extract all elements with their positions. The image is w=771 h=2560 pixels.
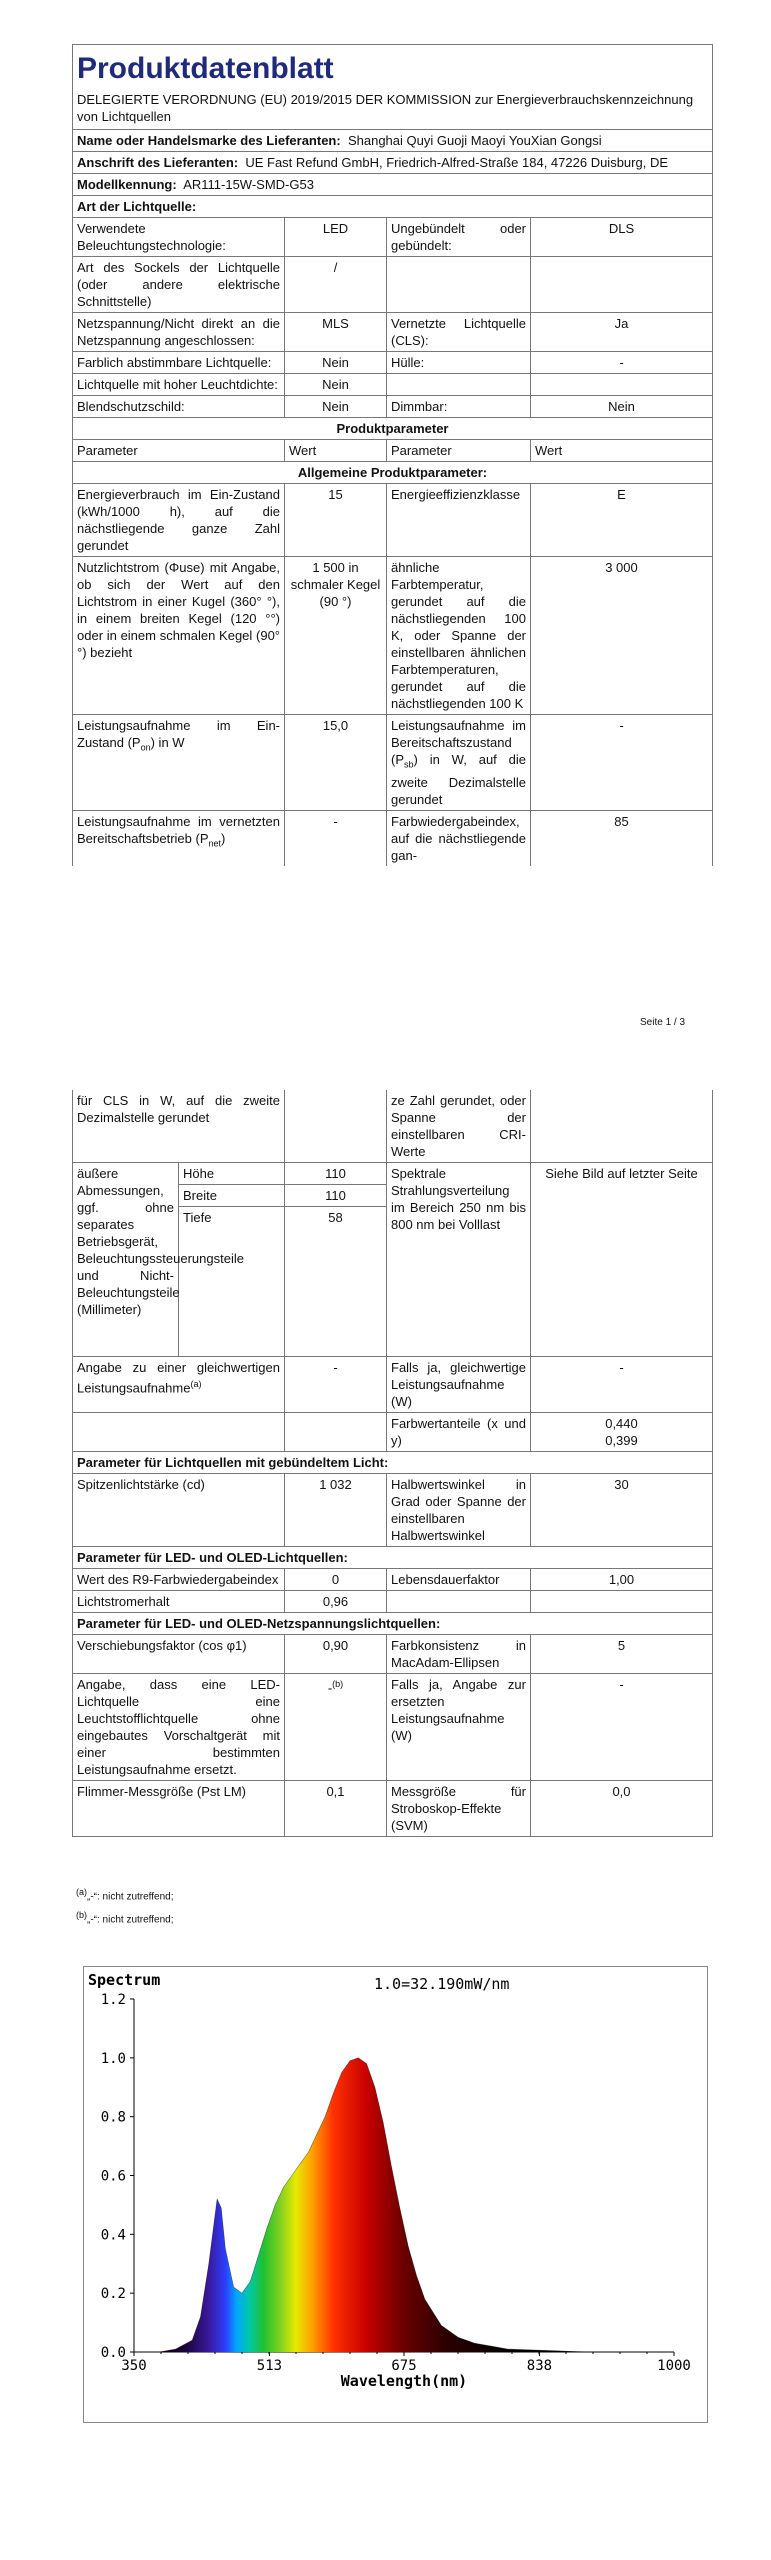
high-luminance-value: Nein [285, 374, 387, 396]
pnet-value: - [285, 810, 387, 866]
x-tick-label: 513 [256, 2358, 283, 2374]
dimmable-label: Dimmbar: [387, 396, 531, 418]
tech-label: Verwendete Beleuchtungstechnologie: [73, 218, 285, 257]
cct-label: ähnliche Farbtemperatur, gerundet auf die nächstliegenden 100 K, oder Spanne der einstellbaren ähnlichen Farbtemperaturen, gerundet auf die nächstliegenden 100 K [387, 557, 531, 715]
pnet-label-cont: für CLS in W, auf die zweite Dezimalstelle gerundet [73, 1090, 285, 1163]
footnotes [76, 1883, 174, 1930]
height-label: Höhe [179, 1163, 285, 1185]
mains-params-heading: Parameter für LED- und OLED-Netzspannungslichtquellen: [73, 1613, 713, 1635]
dimmable-value: Nein [531, 396, 713, 418]
width-value: 110 [285, 1185, 387, 1207]
supplier-name: Shanghai Quyi Guoji Maoyi YouXian Gongsi [347, 133, 602, 148]
spectrum-chart [83, 1966, 708, 2423]
high-luminance-label: Lichtquelle mit hoher Leuchtdichte: [73, 374, 285, 396]
envelope-label: Hülle: [387, 352, 531, 374]
r9-value: 0 [285, 1569, 387, 1591]
survival-factor-label: Lebensdauerfaktor [387, 1569, 531, 1591]
spectrum-svg [84, 1967, 707, 2422]
psb-label: Leistungsaufnahme im Bereitschaftszustand $(P_{sb})$ in W, auf die zweite Dezimalstelle gerundet [387, 715, 531, 811]
chromaticity-label: Farbwertanteile (x und y) [387, 1413, 531, 1452]
beam-angle-value: 30 [531, 1474, 713, 1547]
energy-value: 15 [285, 484, 387, 557]
socket-value: / [285, 257, 387, 313]
socket-label: Art des Sockels der Lichtquelle (oder andere elektrische Schnittstelle) [73, 257, 285, 313]
svm-label: Messgröße für Stroboskop-Effekte (SVM) [387, 1781, 531, 1837]
x-tick-label: 838 [526, 2358, 553, 2374]
cri-value: 85 [531, 810, 713, 866]
envelope-value: - [531, 352, 713, 374]
replaced-power-label: Falls ja, Angabe zur ersetzten Leistungsaufnahme (W) [387, 1674, 531, 1781]
general-params-heading: Allgemeine Produktparameter: [73, 462, 713, 484]
equiv-watts-label: Falls ja, gleichwertige Leistungsaufnahme (W) [387, 1357, 531, 1413]
equiv-power-value: - [285, 1357, 387, 1413]
x-tick-label: 1000 [657, 2358, 691, 2374]
x-tick-label: 350 [121, 2358, 147, 2374]
tunable-value: Nein [285, 352, 387, 374]
spectrum-area [134, 2058, 674, 2352]
svm-value: 0,0 [531, 1781, 713, 1837]
y-tick-label: 0.0 [100, 2345, 126, 2361]
led-params-heading: Parameter für LED- und OLED-Lichtquellen: [73, 1547, 713, 1569]
spd-value: Siehe Bild auf letzter Seite [531, 1163, 713, 1357]
colour-consistency-label: Farbkonsistenz in MacAdam-Ellipsen [387, 1635, 531, 1674]
depth-value: 58 [285, 1207, 387, 1357]
displacement-factor-value: 0,90 [285, 1635, 387, 1674]
energy-class-value: E [531, 484, 713, 557]
supplier-address: UE Fast Refund GmbH, Friedrich-Alfred-Straße 184, 47226 Duisburg, DE [245, 155, 668, 170]
directional-heading: Parameter für Lichtquellen mit gebündeltem Licht: [73, 1452, 713, 1474]
lumen-maintenance-value: 0,96 [285, 1591, 387, 1613]
tech-value: LED [285, 218, 387, 257]
equiv-power-label: Angabe zu einer gleichwertigen Leistungsaufnahme$^{(a)}$ [73, 1357, 285, 1413]
pnet-label: Leistungsaufnahme im vernetzten Bereitschaftsbetrieb $(P_{net})$ [73, 810, 285, 866]
pon-label: Leistungsaufnahme im Ein-Zustand $(P_{on})$ in W [73, 715, 285, 811]
flux-label: Nutzlichtstrom (Φuse) mit Angabe, ob sich der Wert auf den Lichtstrom in einer Kugel (360° °), in einem breiten Kegel (120 °°) oder in einem schmalen Kegel (90° °) bezieht [73, 557, 285, 715]
supplier-name-label: Name oder Handelsmarke des Lieferanten: [77, 133, 341, 148]
product-params-heading: Produktparameter [73, 418, 713, 440]
dimensions-label: äußere Abmessungen, ggf. ohne separates Betriebsgerät, Beleuchtungssteuerungsteile und Nicht-Beleuchtungsteile (Millimeter) [73, 1163, 179, 1357]
cls-value: Ja [531, 313, 713, 352]
y-tick-label: 0.6 [100, 2168, 126, 2185]
mains-value: MLS [285, 313, 387, 352]
energy-label: Energieverbrauch im Ein-Zustand (kWh/1000 h), auf die nächstliegende ganze Zahl gerundet [73, 484, 285, 557]
model-id: AR111-15W-SMD-G53 [183, 177, 314, 192]
datasheet-table-1 [72, 44, 713, 866]
colour-consistency-value: 5 [531, 1635, 713, 1674]
survival-factor-value: 1,00 [531, 1569, 713, 1591]
col-header-value: Wert [285, 440, 387, 462]
flicker-label: Flimmer-Messgröße (Pst LM) [73, 1781, 285, 1837]
glare-shield-value: Nein [285, 396, 387, 418]
spd-label: Spektrale Strahlungsverteilung im Bereich 250 nm bis 800 nm bei Volllast [387, 1163, 531, 1357]
psb-value: - [531, 715, 713, 811]
page-number: Seite 1 / 3 [640, 1017, 686, 1028]
equiv-watts-value: - [531, 1357, 713, 1413]
width-label: Breite [179, 1185, 285, 1207]
flicker-value: 0,1 [285, 1781, 387, 1837]
displacement-factor-label: Verschiebungsfaktor (cos φ1) [73, 1635, 285, 1674]
lumen-maintenance-label: Lichtstromerhalt [73, 1591, 285, 1613]
cct-value: 3 000 [531, 557, 713, 715]
undirected-value: DLS [531, 218, 713, 257]
light-source-type-heading: Art der Lichtquelle: [73, 196, 713, 218]
replacement-value: -$^{(b)}$ [285, 1674, 387, 1781]
y-tick-label: 1.0 [100, 2050, 126, 2067]
col-header-param-2: Parameter [387, 440, 531, 462]
footnote-a: $^{(a)}$„-“: nicht zutreffend; [76, 1887, 174, 1903]
replacement-label: Angabe, dass eine LED-Lichtquelle eine Leuchtstofflichtquelle ohne eingebautes Vorschaltgerät mit einer bestimmten Leistungsaufnahme ersetzt. [73, 1674, 285, 1781]
depth-label: Tiefe [179, 1207, 285, 1357]
y-tick-label: 0.8 [100, 2109, 126, 2126]
peak-intensity-value: 1 032 [285, 1474, 387, 1547]
chart-title: Spectrum [88, 1971, 161, 1989]
supplier-address-label: Anschrift des Lieferanten: [77, 155, 239, 170]
x-tick-label: 675 [391, 2358, 417, 2374]
glare-shield-label: Blendschutzschild: [73, 396, 285, 418]
energy-class-label: Energieeffizienzklasse [387, 484, 531, 557]
col-header-value-2: Wert [531, 440, 713, 462]
page-title: Produktdatenblatt [77, 52, 334, 85]
beam-angle-label: Halbwertswinkel in Grad oder Spanne der einstellbaren Halbwertswinkel [387, 1474, 531, 1547]
cls-label: Vernetzte Lichtquelle (CLS): [387, 313, 531, 352]
tunable-label: Farblich abstimmbare Lichtquelle: [73, 352, 285, 374]
footnote-b: $^{(b)}$„-“: nicht zutreffend; [76, 1910, 174, 1926]
peak-intensity-label: Spitzenlichtstärke (cd) [73, 1474, 285, 1547]
datasheet-page-2 [72, 1090, 712, 1837]
y-tick-label: 0.2 [100, 2286, 126, 2303]
y-tick-label: 1.2 [100, 1992, 126, 2008]
chart-annotation: 1.0=32.190mW/nm [374, 1975, 510, 1993]
x-axis-title: Wavelength(nm) [340, 2372, 468, 2390]
flux-value: 1 500 in schmaler Kegel (90 °) [285, 557, 387, 715]
cri-label: Farbwiedergabeindex, auf die nächstliegende gan- [387, 810, 531, 866]
col-header-param: Parameter [73, 440, 285, 462]
r9-label: Wert des R9-Farbwiedergabeindex [73, 1569, 285, 1591]
pon-value: 15,0 [285, 715, 387, 811]
chromaticity-value: 0,440 0,399 [531, 1413, 713, 1452]
replaced-power-value: - [531, 1674, 713, 1781]
undirected-label: Ungebündelt oder gebündelt: [387, 218, 531, 257]
y-tick-label: 0.4 [100, 2227, 126, 2244]
datasheet-table-2 [72, 1090, 713, 1837]
regulation-text: DELEGIERTE VERORDNUNG (EU) 2019/2015 DER KOMMISSION zur Energieverbrauchskennzeichnung von Lichtquellen [77, 92, 694, 124]
model-label: Modellkennung: [77, 177, 177, 192]
cri-label-cont: ze Zahl gerundet, oder Spanne der einstellbaren CRI-Werte [387, 1090, 531, 1163]
height-value: 110 [285, 1163, 387, 1185]
datasheet-page-1 [72, 44, 712, 866]
mains-label: Netzspannung/Nicht direkt an die Netzspannung angeschlossen: [73, 313, 285, 352]
